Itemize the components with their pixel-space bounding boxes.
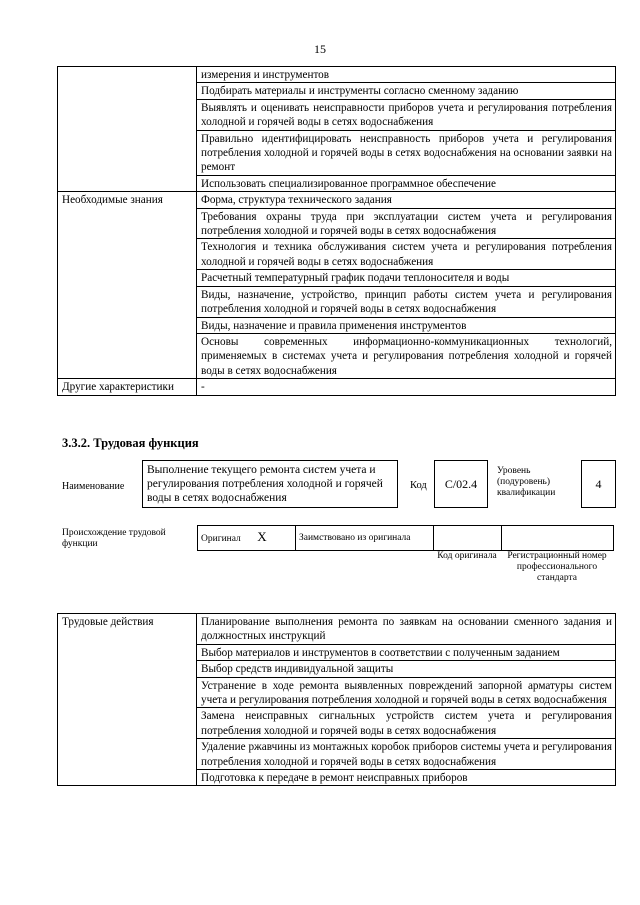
row-label (58, 67, 197, 192)
function-name-box: Выполнение текущего ремонта систем учета и регулирования потребления холодной и горячей воды в сетях водоснабжения (142, 460, 398, 508)
table-cell: Требования охраны труда при эксплуатации систем учета и регулирования потребления холодной и горячей воды в сетях водоснабжения (197, 208, 616, 239)
table-cell: Планирование выполнения ремонта по заявкам на основании сменного задания и должностных инструкций (197, 614, 616, 645)
level-box: 4 (581, 460, 616, 508)
labor-actions-table (57, 613, 616, 786)
borrowed-cell: Заимствовано из оригинала (296, 526, 434, 551)
table-cell: Правильно идентифицировать неисправность приборов учета и регулирования потребления холодной и горячей воды в сетях водоснабжения на основании заявки на ремонт (197, 130, 616, 175)
name-label: Наименование (62, 481, 125, 492)
table-cell: Замена неисправных сигнальных устройств систем учета и регулирования потребления холодной и горячей воды в сетях водоснабжения (197, 708, 616, 739)
table-cell: измерения и инструментов (197, 67, 616, 83)
table-cell: Подбирать материалы и инструменты согласно сменному заданию (197, 83, 616, 99)
row-label: Другие характеристики (58, 379, 197, 395)
origin-table (197, 525, 614, 551)
table-cell: Основы современных информационно-коммуникационных технологий, применяемых в системах учета и регулирования потребления холодной и горячей воды в сетях водоснабжения (197, 333, 616, 378)
skills-knowledge-table (57, 66, 616, 396)
row-label: Трудовые действия (58, 614, 197, 786)
code-original-caption: Код оригинала (437, 551, 497, 561)
reg-number-caption: Регистрационный номер профессионального стандарта (507, 551, 607, 583)
table-cell: Использовать специализированное программное обеспечение (197, 175, 616, 191)
table-cell: Виды, назначение, устройство, принцип работы систем учета и регулирования потребления холодной и горячей воды в сетях водоснабжения (197, 286, 616, 317)
table-cell: Подготовка к передаче в ремонт неисправных приборов (197, 770, 616, 786)
table-row (58, 614, 616, 645)
table-cell: Выявлять и оценивать неисправности приборов учета и регулирования потребления холодной и горячей воды в сетях водоснабжения (197, 99, 616, 130)
function-code-box: C/02.4 (434, 460, 488, 508)
table-cell: Устранение в ходе ремонта выявленных повреждений запорной арматуры систем учета и регулирования потребления холодной и горячей воды в сетях водоснабжения (197, 677, 616, 708)
origin-label: Происхождение трудовой функции (62, 528, 166, 549)
original-cell (198, 526, 296, 551)
table-cell: - (197, 379, 616, 395)
level-label: Уровень (подуровень) квалификации (497, 466, 556, 498)
row-label: Необходимые знания (58, 192, 197, 379)
table-cell: Виды, назначение и правила применения инструментов (197, 317, 616, 333)
table-cell: Удаление ржавчины из монтажных коробок приборов системы учета и регулирования потребления холодной и горячей воды в сетях водоснабжения (197, 739, 616, 770)
table-row (58, 379, 616, 395)
table-cell: Расчетный температурный график подачи теплоносителя и воды (197, 270, 616, 286)
original-label: Оригинал (201, 534, 241, 544)
table-cell: Выбор материалов и инструментов в соответствии с полученным заданием (197, 644, 616, 660)
table-cell: Выбор средств индивидуальной защиты (197, 661, 616, 677)
code-label: Код (410, 480, 427, 491)
table-cell: Технология и техника обслуживания систем учета и регулирования потребления холодной и горячей воды в сетях водоснабжения (197, 239, 616, 270)
original-mark: X (257, 529, 267, 544)
table-row (58, 67, 616, 83)
code-original-cell (434, 526, 502, 551)
section-title: 3.3.2. Трудовая функция (62, 436, 199, 450)
page-number: 15 (314, 42, 326, 56)
table-row (58, 192, 616, 208)
table-cell: Форма, структура технического задания (197, 192, 616, 208)
reg-number-cell (502, 526, 614, 551)
